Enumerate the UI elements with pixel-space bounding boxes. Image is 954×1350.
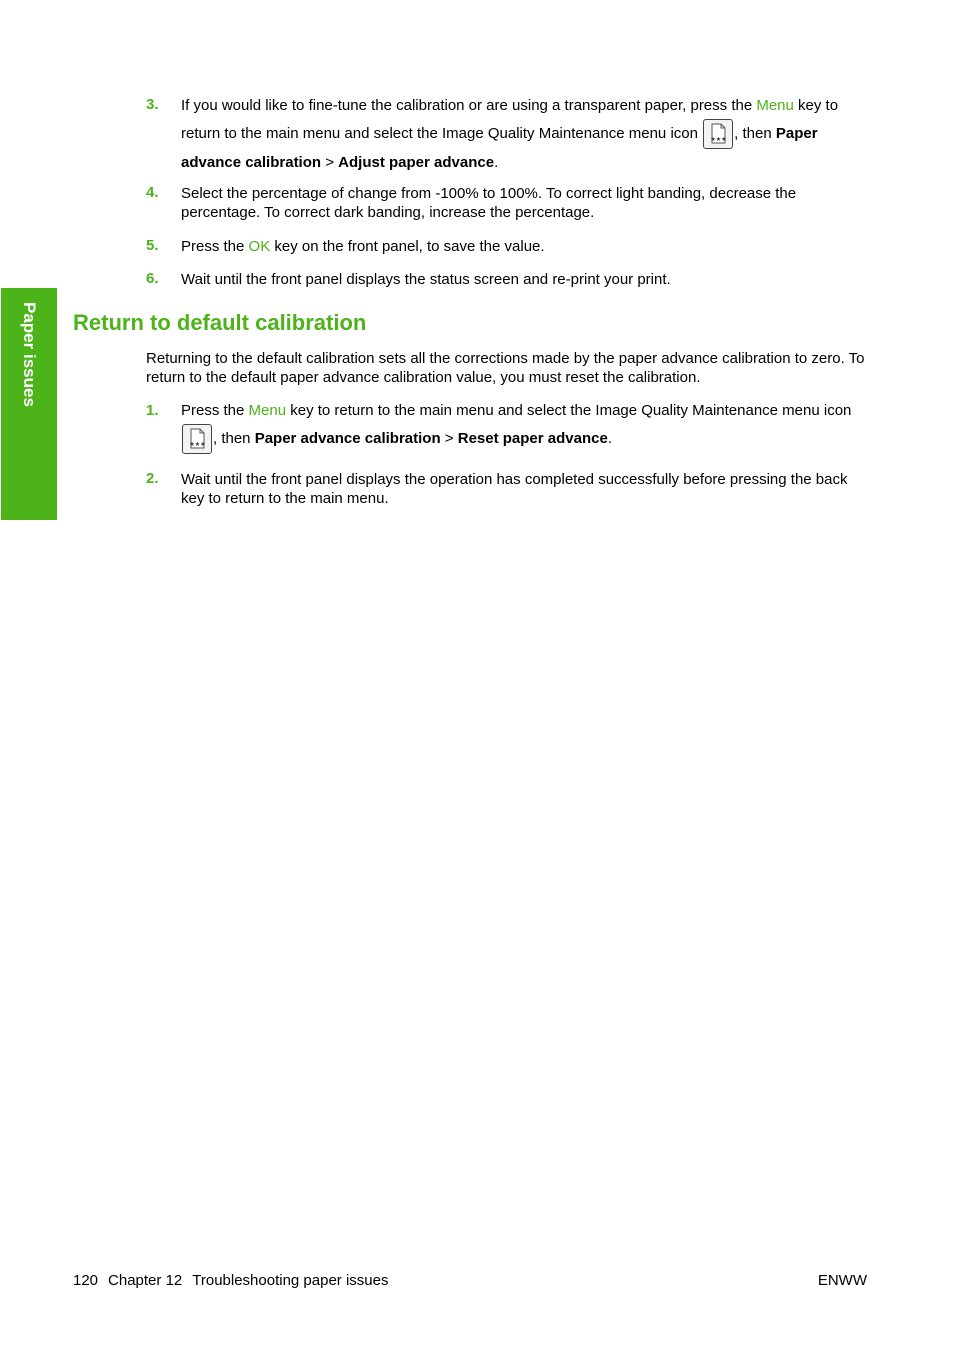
step-text: Wait until the front panel displays the operation has completed successfully before pressing the back key to return to the main menu. [181,471,848,507]
footer-left [73,1272,398,1289]
svg-text:★★★: ★★★ [189,441,206,448]
step-text: . [607,429,612,447]
step-3 [146,96,870,176]
step-text: Wait until the front panel displays the status screen and re-print your print. [181,271,671,288]
side-tab-label: Paper issues [20,302,39,407]
step-text: Press the [181,402,249,419]
footer-right: ENWW [817,1272,867,1289]
step-number: 2. [146,470,159,487]
menu-path-paper-advance-calibration: Paper advance calibration [254,429,441,447]
step-number: 3. [146,96,159,113]
step-number: 1. [146,402,159,419]
svg-text:★★★: ★★★ [710,136,727,143]
menu-path-separator: > [321,154,339,171]
menu-path-reset-paper-advance: Reset paper advance [457,429,608,447]
image-quality-maintenance-icon [703,119,733,149]
menu-path-adjust-paper-advance: Adjust paper advance [338,154,495,171]
step-text: key to return to the main menu and select the Image Quality Maintenance menu icon [286,402,852,419]
step-6 [146,270,870,289]
step-text: , then [734,124,776,142]
chapter-title: Troubleshooting paper issues [192,1272,389,1289]
step-text: Select the percentage of change from -100% to 100%. To correct light banding, decrease the percentage. To correct dark banding, increase the percentage. [181,185,797,221]
step-number: 6. [146,270,159,287]
ok-key-label: OK [248,238,271,255]
image-quality-maintenance-icon [182,424,212,454]
step-5 [146,237,870,256]
side-tab [1,288,57,520]
menu-path-separator: > [440,429,458,447]
step-text: Press the [181,238,249,255]
step-text: key on the front panel, to save the value. [270,238,545,255]
menu-path-paper-advance-calibration: Paper advance calibration [181,124,818,171]
step-number: 4. [146,184,159,201]
step-text: , then [213,429,255,447]
step-text: . [494,154,499,171]
menu-key-label: Menu [248,402,287,419]
step-text: key to return to the main menu and select the Image Quality Maintenance menu icon [181,97,839,142]
step-text: If you would like to fine-tune the calibration or are using a transparent paper, press the [181,97,757,114]
section-intro: Returning to the default calibration sets all the corrections made by the paper advance calibration to zero. To return to the default paper advance calibration value, you must reset the calibration. [146,350,865,386]
section-step-1 [146,402,870,454]
page-number: 120 [73,1272,99,1289]
section-heading: Return to default calibration [73,310,367,335]
chapter-label: Chapter 12 [108,1272,183,1289]
section-step-2 [146,470,870,508]
step-number: 5. [146,237,159,254]
step-4 [146,184,870,222]
menu-key-label: Menu [756,97,794,114]
